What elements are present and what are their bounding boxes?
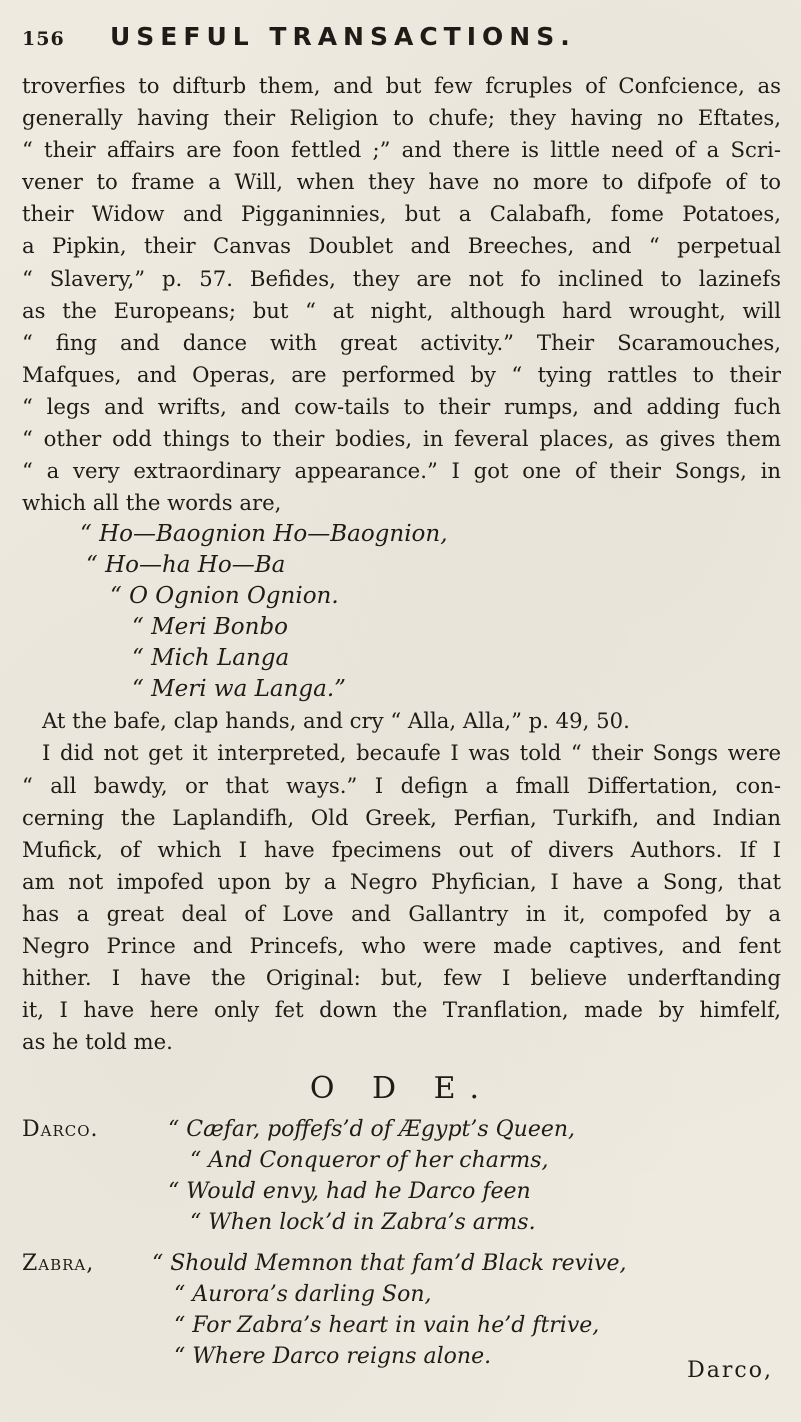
text-line: Mafques, and Operas, are performed by “ tying rattles to their [22,361,781,387]
song-line: “ Mich Langa [132,645,290,672]
text-line: “ a very extraordinary appearance.” I got one of their Songs, in [22,458,781,484]
verse-line: “ When lock’d in Zabra’s arms. [190,1210,536,1236]
text-line: “ fing and dance with great activity.” Their Scaramouches, [22,329,781,355]
verse-darco [22,1114,781,1238]
verse-line: “ Cæfar, poffefs’d of Ægypt’s Queen, [168,1117,576,1143]
song-line: “ O Ognion Ognion. [110,583,339,610]
song-line: “ Meri Bonbo [132,614,289,641]
text-line: as he told me. [22,1029,173,1055]
text-line: At the bafe, clap hands, and cry “ Alla, Alla,” p. 49, 50. [42,708,630,734]
page-number: 156 [22,28,65,50]
text-line: “ all bawdy, or that ways.” I defign a fmall Differtation, con- [22,772,781,798]
text-line: cerning the Laplandifh, Old Greek, Perfian, Turkifh, and Indian [22,804,781,830]
text-line: Negro Prince and Princefs, who were made captives, and fent [22,932,781,958]
negro-song [80,519,781,705]
verse-line: “ And Conqueror of her charms, [190,1148,549,1174]
text-line: as the Europeans; but “ at night, although hard wrought, will [22,297,781,323]
text-line: troverfies to difturb them, and but few fcruples of Confcience, as [22,73,781,98]
speaker-darco: Darco. [22,1117,99,1143]
song-line: “ Ho—Baognion Ho—Baognion, [80,521,448,548]
page-header [22,22,781,56]
text-line: generally having their Religion to chufe; they having no Eftates, [22,105,781,131]
song-line: “ Meri wa Langa.” [132,676,346,703]
speaker-zabra: Zabra, [22,1251,95,1277]
text-line: I did not get it interpreted, becaufe I was told “ their Songs were [42,740,781,766]
text-line: “ legs and wrifts, and cow-tails to their rumps, and adding fuch [22,393,781,419]
text-line: their Widow and Pigganinnies, but a Calabafh, fome Potatoes, [22,201,781,227]
text-line: “ their affairs are foon fettled ;” and there is little need of a Scri- [22,137,781,163]
text-line: vener to frame a Will, when they have no more to difpofe of to [22,169,781,195]
verse-line: “ Would envy, had he Darco feen [168,1179,531,1205]
verse-line: “ Where Darco reigns alone. [174,1344,492,1370]
verse-line: “ For Zabra’s heart in vain he’d ftrive, [174,1313,600,1339]
verse-line: “ Aurora’s darling Son, [174,1282,432,1308]
text-line: it, I have here only fet down the Tranflation, made by himfelf, [22,997,781,1023]
verse-zabra [22,1248,781,1372]
verse-lines [152,1248,781,1372]
paragraph-commentary [22,705,781,1058]
text-line: has a great deal of Love and Gallantry in it, compofed by a [22,900,781,926]
text-line: a Pipkin, their Canvas Doublet and Breeches, and “ perpetual [22,233,781,259]
text-line: am not impofed upon by a Negro Phyfician, I have a Song, that [22,868,781,894]
text-line: which all the words are, [22,490,282,516]
text-line: “ Slavery,” p. 57. Befides, they are not fo inclined to lazinefs [22,265,781,291]
running-head: USEFUL TRANSACTIONS. [110,22,576,51]
text-line: hither. I have the Original: but, few I believe underftanding [22,965,781,991]
song-line: “ Ho—ha Ho—Ba [86,552,286,579]
ode-title: O D E. [309,1071,494,1107]
catchword: Darco, [687,1358,773,1383]
text-line: “ other odd things to their bodies, in feveral places, as gives them [22,426,781,452]
text-line: Mufick, of which I have fpecimens out of divers Authors. If I [22,836,781,862]
verse-lines [168,1114,781,1238]
paragraph-intro [22,70,781,519]
verse-line: “ Should Memnon that fam’d Black revive, [152,1251,627,1277]
